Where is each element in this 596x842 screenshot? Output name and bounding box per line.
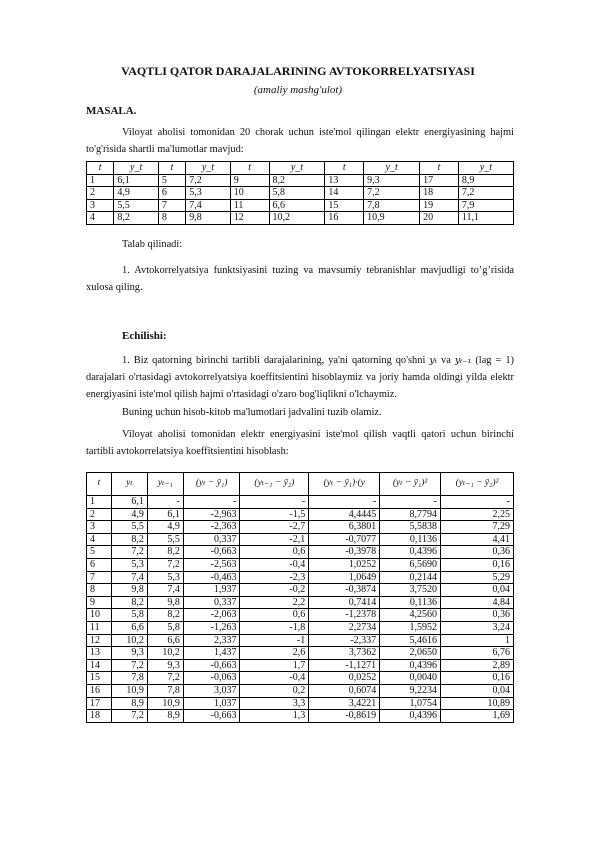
table-row: [87, 684, 514, 697]
table-row: [87, 672, 514, 685]
table-cell: 7,2: [111, 546, 147, 559]
table-cell: 7,2: [458, 187, 513, 200]
table-cell: 1,69: [440, 710, 513, 723]
table-cell: 10,2: [147, 647, 183, 660]
table-row: [87, 187, 514, 200]
table-row: [87, 212, 514, 225]
data-table: [86, 161, 514, 225]
table-cell: -0,8619: [309, 710, 380, 723]
table-cell: -2,3: [240, 571, 309, 584]
table-cell: 6,76: [440, 647, 513, 660]
table-cell: 5,4616: [380, 634, 441, 647]
table-cell: -2,363: [183, 521, 240, 534]
table-cell: -: [380, 496, 441, 509]
table-cell: 7,9: [458, 199, 513, 212]
table-cell: 0,36: [440, 609, 513, 622]
table-cell: 4: [87, 533, 112, 546]
table-cell: -2,337: [309, 634, 380, 647]
table-cell: 7,2: [147, 672, 183, 685]
table-cell: 4,41: [440, 533, 513, 546]
calc-table-header-cell: yₜ₋₁: [147, 473, 183, 496]
table-cell: -2,963: [183, 508, 240, 521]
table-cell: 13: [87, 647, 112, 660]
table-cell: 7,8: [147, 684, 183, 697]
calc-table-header-cell: (yₜ − ȳ₁): [183, 473, 240, 496]
table-cell: 7,8: [111, 672, 147, 685]
table-row: [87, 199, 514, 212]
table-cell: 8,9: [111, 697, 147, 710]
document-title: VAQTLI QATOR DARAJALARINING AVTOKORRELYATSIYASI: [121, 64, 475, 78]
table-cell: 2,337: [183, 634, 240, 647]
solution-text-3: Viloyat aholisi tomonidan elektr energiyasini iste'mol qilish vaqtli qatori uchun birinchi tartibli avtokorrelatsiya koeffitsientini hisoblash:: [86, 429, 514, 457]
table-cell: -: [440, 496, 513, 509]
table-cell: 0,337: [183, 596, 240, 609]
table-cell: 20: [420, 212, 459, 225]
table-cell: 4,4445: [309, 508, 380, 521]
table-cell: 8,2: [111, 596, 147, 609]
document-subtitle: (amaliy mashg'ulot): [253, 84, 343, 96]
table-cell: 5,5838: [380, 521, 441, 534]
table-cell: 17: [87, 697, 112, 710]
table-cell: -2,063: [183, 609, 240, 622]
table-cell: -: [309, 496, 380, 509]
calc-table-header-cell: (yₜ₋₁ − ȳ₂): [240, 473, 309, 496]
table-row: [87, 596, 514, 609]
table-cell: 5,8: [111, 609, 147, 622]
task-text: 1. Avtokorrelyatsiya funktsiyasini tuzing va mavsumiy tebranishlar mavjudligi to’g’risida xulosa qiling.: [86, 265, 514, 293]
table-cell: 2,6: [240, 647, 309, 660]
task-paragraph: [86, 262, 514, 296]
table-cell: 9: [87, 596, 112, 609]
solution-text-c: (lag =: [475, 355, 502, 366]
table-row: [87, 508, 514, 521]
table-cell: 5,29: [440, 571, 513, 584]
table-cell: 7: [87, 571, 112, 584]
table-row: [87, 533, 514, 546]
table-row: [87, 609, 514, 622]
table-cell: 10,9: [147, 697, 183, 710]
table-cell: 11: [230, 199, 269, 212]
table-cell: 14: [325, 187, 364, 200]
table-cell: 7: [158, 199, 185, 212]
table-cell: -: [240, 496, 309, 509]
solution-paragraph-3: [86, 426, 514, 460]
table-cell: 6,1: [114, 174, 158, 187]
calc-table-body: [87, 496, 514, 723]
data-table-header-cell: t: [420, 162, 459, 175]
table-cell: -0,663: [183, 659, 240, 672]
table-cell: 4,9: [147, 521, 183, 534]
table-cell: 6: [87, 558, 112, 571]
data-table-header-cell: y_t: [114, 162, 158, 175]
table-cell: 1: [440, 634, 513, 647]
table-cell: 10: [87, 609, 112, 622]
table-cell: 8,2: [147, 546, 183, 559]
data-table-header-cell: t: [325, 162, 364, 175]
table-cell: 3,4221: [309, 697, 380, 710]
table-cell: 0,2144: [380, 571, 441, 584]
table-cell: 19: [420, 199, 459, 212]
calc-table-header-cell: (yₜ − ȳ₁)·(y: [309, 473, 380, 496]
masala-paragraph: [86, 124, 514, 158]
table-row: [87, 697, 514, 710]
table-cell: 7,2: [186, 174, 230, 187]
table-cell: 18: [420, 187, 459, 200]
solution-text-b: va: [441, 355, 451, 366]
table-cell: 0,7414: [309, 596, 380, 609]
table-cell: 5,3: [147, 571, 183, 584]
table-cell: 5,5: [147, 533, 183, 546]
data-table-header-cell: y_t: [186, 162, 230, 175]
table-cell: 0,0252: [309, 672, 380, 685]
table-cell: 0,6: [240, 609, 309, 622]
table-cell: 9,8: [111, 584, 147, 597]
data-table-header-cell: t: [87, 162, 114, 175]
calc-table-header-cell: (yₜ₋₁ − ȳ₂)²: [440, 473, 513, 496]
table-cell: -0,7077: [309, 533, 380, 546]
table-row: [87, 634, 514, 647]
data-table-header-cell: t: [230, 162, 269, 175]
table-cell: 6,3801: [309, 521, 380, 534]
table-cell: 1: [87, 496, 112, 509]
table-cell: 8,2: [111, 533, 147, 546]
table-cell: 5,8: [147, 621, 183, 634]
masala-text: Viloyat aholisi tomonidan 20 chorak uchun iste'mol qilingan elektr energiyasining hajmi to'g'risida shartli ma'lumotlar mavjud:: [86, 127, 514, 155]
data-table-body: [87, 174, 514, 224]
table-cell: 3,3: [240, 697, 309, 710]
table-cell: -1,5: [240, 508, 309, 521]
table-row: [87, 546, 514, 559]
calc-table-header-cell: (yₜ − ȳ₁)²: [380, 473, 441, 496]
calc-table: [86, 472, 514, 723]
table-cell: 10: [230, 187, 269, 200]
table-cell: 7,2: [111, 710, 147, 723]
table-cell: 8: [87, 584, 112, 597]
table-cell: 13: [325, 174, 364, 187]
table-cell: 17: [420, 174, 459, 187]
table-cell: 0,1136: [380, 596, 441, 609]
table-cell: 5: [158, 174, 185, 187]
table-cell: 8,2: [147, 609, 183, 622]
table-cell: 1,5952: [380, 621, 441, 634]
table-cell: 1,3: [240, 710, 309, 723]
echilishi-heading: Echilishi:: [122, 330, 167, 342]
table-cell: 3: [87, 199, 114, 212]
table-cell: 0,04: [440, 684, 513, 697]
table-cell: 8,9: [458, 174, 513, 187]
table-cell: 1,0649: [309, 571, 380, 584]
table-cell: 5,3: [186, 187, 230, 200]
table-cell: 1,0754: [380, 697, 441, 710]
table-cell: 1,0252: [309, 558, 380, 571]
table-cell: -0,2: [240, 584, 309, 597]
table-cell: 1,937: [183, 584, 240, 597]
table-row: [87, 621, 514, 634]
table-cell: 4,84: [440, 596, 513, 609]
table-cell: 4,9: [111, 508, 147, 521]
table-cell: 0,2: [240, 684, 309, 697]
table-cell: 9,3: [364, 174, 420, 187]
symbol-yt-1: yₜ₋₁: [454, 355, 472, 366]
table-cell: -0,4: [240, 558, 309, 571]
table-cell: 8: [158, 212, 185, 225]
table-cell: 0,0040: [380, 672, 441, 685]
table-cell: 7,4: [111, 571, 147, 584]
table-cell: 0,16: [440, 558, 513, 571]
table-cell: 0,337: [183, 533, 240, 546]
table-cell: 2,89: [440, 659, 513, 672]
table-cell: 7,29: [440, 521, 513, 534]
data-table-header-cell: t: [158, 162, 185, 175]
table-cell: -2,7: [240, 521, 309, 534]
table-cell: 16: [325, 212, 364, 225]
table-row: [87, 174, 514, 187]
table-cell: 9: [230, 174, 269, 187]
table-cell: -0,463: [183, 571, 240, 584]
symbol-yt: yₜ: [429, 355, 438, 366]
solution-text-a: 1. Biz qatorning birinchi tartibli darajalarining, ya'ni qatorning qo'shni: [122, 355, 426, 366]
table-cell: 7,4: [147, 584, 183, 597]
table-cell: 1: [87, 174, 114, 187]
table-cell: 0,1136: [380, 533, 441, 546]
table-cell: 6,1: [147, 508, 183, 521]
table-cell: 7,2: [364, 187, 420, 200]
table-row: [87, 496, 514, 509]
table-cell: 5,3: [111, 558, 147, 571]
table-row: [87, 710, 514, 723]
table-cell: 8,2: [269, 174, 325, 187]
table-cell: 0,4396: [380, 546, 441, 559]
table-cell: 0,36: [440, 546, 513, 559]
table-cell: 3,7520: [380, 584, 441, 597]
table-cell: 0,16: [440, 672, 513, 685]
table-cell: 3,7362: [309, 647, 380, 660]
data-table-header-cell: y_t: [269, 162, 325, 175]
table-cell: -2,563: [183, 558, 240, 571]
table-row: [87, 659, 514, 672]
data-table-header-cell: y_t: [458, 162, 513, 175]
table-cell: 2,25: [440, 508, 513, 521]
table-cell: 11,1: [458, 212, 513, 225]
table-cell: 1,037: [183, 697, 240, 710]
table-cell: 11: [87, 621, 112, 634]
table-cell: -0,3978: [309, 546, 380, 559]
table-cell: 7,2: [147, 558, 183, 571]
table-cell: 2,0650: [380, 647, 441, 660]
table-cell: -2,1: [240, 533, 309, 546]
table-cell: 15: [87, 672, 112, 685]
table-cell: 1,7: [240, 659, 309, 672]
table-row: [87, 647, 514, 660]
table-cell: 0,6: [240, 546, 309, 559]
table-cell: 7,8: [364, 199, 420, 212]
table-cell: -0,3874: [309, 584, 380, 597]
table-cell: 6: [158, 187, 185, 200]
table-cell: 0,04: [440, 584, 513, 597]
solution-paragraph-2: Buning uchun hisob-kitob ma'lumotlari jadvalini tuzib olamiz.: [122, 407, 382, 418]
table-cell: -1,263: [183, 621, 240, 634]
table-cell: 5,5: [114, 199, 158, 212]
table-cell: 5: [87, 546, 112, 559]
table-cell: 4,2560: [380, 609, 441, 622]
table-cell: 9,3: [147, 659, 183, 672]
table-cell: 10,2: [269, 212, 325, 225]
table-cell: 12: [230, 212, 269, 225]
table-cell: 7,4: [186, 199, 230, 212]
table-cell: 10,2: [111, 634, 147, 647]
table-cell: 9,8: [147, 596, 183, 609]
table-cell: 8,7794: [380, 508, 441, 521]
table-cell: -0,063: [183, 672, 240, 685]
table-cell: 18: [87, 710, 112, 723]
table-cell: 3: [87, 521, 112, 534]
table-cell: -0,4: [240, 672, 309, 685]
table-cell: 5,8: [269, 187, 325, 200]
table-cell: 6,1: [111, 496, 147, 509]
solution-text-d: 1) darajalari o'rtasidagi avtokorrelyatsiya koeffitsientini hisoblaymiz va joriy hamda oldingi yilda elektr energiyasini iste'mol qilish hajmi o'rtasidagi o'zaro bog'liqlikni o'lchaymiz.: [86, 355, 514, 400]
table-cell: -: [183, 496, 240, 509]
data-table-header-cell: y_t: [364, 162, 420, 175]
table-cell: 5,5: [111, 521, 147, 534]
table-row: [87, 521, 514, 534]
table-cell: 9,2234: [380, 684, 441, 697]
table-cell: 8,2: [114, 212, 158, 225]
table-cell: -0,663: [183, 710, 240, 723]
table-cell: -1,1271: [309, 659, 380, 672]
table-cell: 14: [87, 659, 112, 672]
table-cell: 6,6: [111, 621, 147, 634]
table-cell: 2: [87, 508, 112, 521]
table-cell: 2,2: [240, 596, 309, 609]
table-cell: -: [147, 496, 183, 509]
calc-table-header-cell: t: [87, 473, 112, 496]
table-cell: 8,9: [147, 710, 183, 723]
table-cell: 0,4396: [380, 659, 441, 672]
table-cell: 0,6074: [309, 684, 380, 697]
table-cell: 16: [87, 684, 112, 697]
table-cell: -1,2378: [309, 609, 380, 622]
table-cell: 0,4396: [380, 710, 441, 723]
table-cell: 10,9: [111, 684, 147, 697]
solution-paragraph-1: [86, 352, 514, 403]
calc-table-header-cell: yₜ: [111, 473, 147, 496]
table-cell: 4: [87, 212, 114, 225]
table-cell: 9,3: [111, 647, 147, 660]
data-table-header-row: [87, 162, 514, 175]
table-cell: 6,5690: [380, 558, 441, 571]
calc-table-header-row: [87, 473, 514, 496]
table-cell: 9,8: [186, 212, 230, 225]
table-cell: 6,6: [147, 634, 183, 647]
table-cell: 10,89: [440, 697, 513, 710]
table-cell: 7,2: [111, 659, 147, 672]
table-row: [87, 571, 514, 584]
table-cell: 3,24: [440, 621, 513, 634]
table-cell: 1,437: [183, 647, 240, 660]
table-row: [87, 584, 514, 597]
table-cell: -1: [240, 634, 309, 647]
table-cell: 12: [87, 634, 112, 647]
table-cell: 2: [87, 187, 114, 200]
table-cell: 3,037: [183, 684, 240, 697]
table-row: [87, 558, 514, 571]
table-cell: 15: [325, 199, 364, 212]
table-cell: -1,8: [240, 621, 309, 634]
table-cell: 4,9: [114, 187, 158, 200]
table-cell: -0,663: [183, 546, 240, 559]
table-cell: 2,2734: [309, 621, 380, 634]
talab-label: Talab qilinadi:: [122, 239, 183, 250]
table-cell: 10,9: [364, 212, 420, 225]
table-cell: 6,6: [269, 199, 325, 212]
masala-heading: MASALA.: [86, 105, 137, 117]
